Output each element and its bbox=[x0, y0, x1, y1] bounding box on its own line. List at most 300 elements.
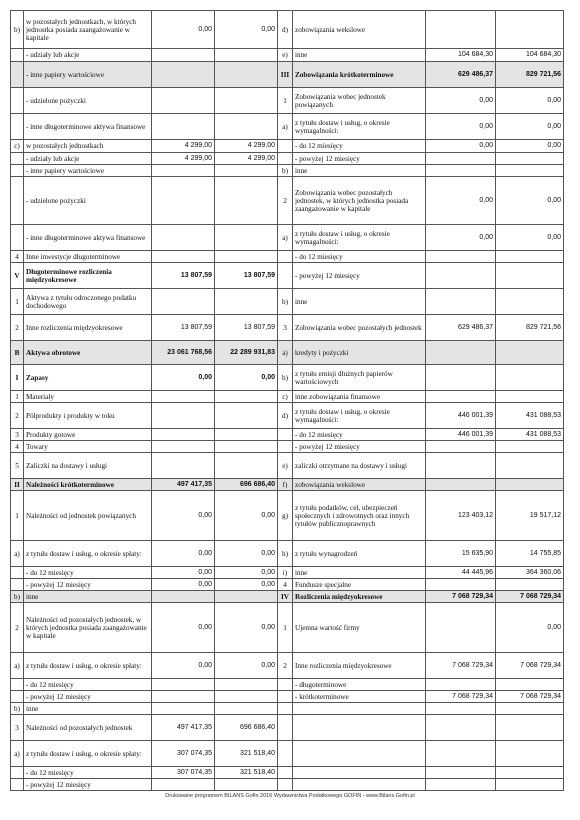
value-right-previous: 364 360,06 bbox=[496, 567, 564, 579]
row-number-right: h) bbox=[278, 541, 293, 567]
row-number-right: 3 bbox=[278, 315, 293, 341]
row-number-left bbox=[11, 779, 24, 791]
row-number-right bbox=[278, 691, 293, 703]
table-row bbox=[11, 579, 564, 591]
row-number-right bbox=[278, 715, 293, 741]
row-number-left bbox=[11, 49, 24, 62]
row-number-right bbox=[278, 741, 293, 767]
table-row bbox=[11, 153, 564, 165]
value-left-current bbox=[152, 703, 215, 715]
row-number-left bbox=[11, 691, 24, 703]
value-left-previous bbox=[215, 225, 278, 251]
table-row bbox=[11, 591, 564, 603]
value-left-current bbox=[152, 441, 215, 453]
value-right-previous: 0,00 bbox=[496, 225, 564, 251]
row-number-left: b) bbox=[11, 591, 24, 603]
value-left-current: 0,00 bbox=[152, 567, 215, 579]
balance-sheet bbox=[10, 10, 563, 791]
value-left-current bbox=[152, 251, 215, 263]
row-label-right: - krótkoterminowe bbox=[293, 691, 426, 703]
value-left-current bbox=[152, 591, 215, 603]
row-label-right: z tytułu emisji dłużnych papierów wartościowych bbox=[293, 365, 426, 391]
row-label-right: - do 12 miesięcy bbox=[293, 251, 426, 263]
row-label-left: Produkty gotowe bbox=[24, 429, 152, 441]
value-left-previous bbox=[215, 591, 278, 603]
row-label-right: z tytułu wynagrodzeń bbox=[293, 541, 426, 567]
row-number-left: a) bbox=[11, 541, 24, 567]
value-left-current: 0,00 bbox=[152, 653, 215, 679]
row-number-left: 3 bbox=[11, 715, 24, 741]
value-left-previous: 0,00 bbox=[215, 567, 278, 579]
value-right-current: 0,00 bbox=[426, 88, 496, 114]
value-left-previous: 0,00 bbox=[215, 365, 278, 391]
table-row bbox=[11, 479, 564, 491]
value-right-previous: 19 517,12 bbox=[496, 491, 564, 541]
value-right-previous: 104 684,30 bbox=[496, 49, 564, 62]
value-left-previous bbox=[215, 114, 278, 140]
row-label-right: zaliczki otrzymane na dostawy i usługi bbox=[293, 453, 426, 479]
row-number-right: d) bbox=[278, 403, 293, 429]
row-label-left: - do 12 miesięcy bbox=[24, 767, 152, 779]
row-number-left bbox=[11, 225, 24, 251]
value-left-current bbox=[152, 429, 215, 441]
row-label-right: Zobowiązania wobec pozostałych jednostek, w których jednostka posiada zaangażowanie w kapitale bbox=[293, 177, 426, 225]
table-row bbox=[11, 62, 564, 88]
value-right-previous: 0,00 bbox=[496, 88, 564, 114]
row-number-right bbox=[278, 263, 293, 289]
row-number-right: b) bbox=[278, 289, 293, 315]
value-right-current: 0,00 bbox=[426, 140, 496, 153]
row-label-left: Inne rozliczenia międzyokresowe bbox=[24, 315, 152, 341]
row-number-left: 4 bbox=[11, 441, 24, 453]
table-row bbox=[11, 691, 564, 703]
row-label-left: - inne papiery wartościowe bbox=[24, 165, 152, 177]
row-label-left: inne bbox=[24, 703, 152, 715]
row-label-right: Zobowiązania wobec pozostałych jednostek bbox=[293, 315, 426, 341]
value-left-current: 307 074,35 bbox=[152, 767, 215, 779]
table-row bbox=[11, 165, 564, 177]
table-row bbox=[11, 11, 564, 49]
value-right-previous bbox=[496, 441, 564, 453]
row-number-right bbox=[278, 429, 293, 441]
table-row bbox=[11, 679, 564, 691]
value-right-previous: 431 088,53 bbox=[496, 429, 564, 441]
value-left-previous: 696 686,40 bbox=[215, 479, 278, 491]
row-label-right: inne bbox=[293, 165, 426, 177]
row-number-right: c) bbox=[278, 391, 293, 403]
value-left-current bbox=[152, 177, 215, 225]
value-left-current: 23 061 768,56 bbox=[152, 341, 215, 365]
table-row bbox=[11, 429, 564, 441]
row-label-left: - udziały lub akcje bbox=[24, 49, 152, 62]
table-row bbox=[11, 453, 564, 479]
value-left-previous: 321 518,40 bbox=[215, 767, 278, 779]
value-left-current bbox=[152, 114, 215, 140]
value-right-current bbox=[426, 365, 496, 391]
table-row bbox=[11, 315, 564, 341]
row-label-right: - długoterminowe bbox=[293, 679, 426, 691]
value-right-current bbox=[426, 289, 496, 315]
row-label-left: Należności od jednostek powiązanych bbox=[24, 491, 152, 541]
value-left-previous: 321 518,40 bbox=[215, 741, 278, 767]
row-number-left bbox=[11, 177, 24, 225]
value-right-current bbox=[426, 263, 496, 289]
value-right-current bbox=[426, 767, 496, 779]
value-right-previous: 7 068 729,34 bbox=[496, 691, 564, 703]
row-number-right bbox=[278, 140, 293, 153]
table-row bbox=[11, 403, 564, 429]
value-left-previous bbox=[215, 429, 278, 441]
row-label-right: zobowiązania wekslowe bbox=[293, 479, 426, 491]
table-row bbox=[11, 441, 564, 453]
value-right-current: 7 068 729,34 bbox=[426, 691, 496, 703]
value-left-previous bbox=[215, 779, 278, 791]
value-left-previous bbox=[215, 679, 278, 691]
value-left-current bbox=[152, 49, 215, 62]
row-number-right: a) bbox=[278, 225, 293, 251]
row-number-right bbox=[278, 703, 293, 715]
value-left-previous: 4 299,00 bbox=[215, 140, 278, 153]
row-number-left bbox=[11, 767, 24, 779]
value-right-current: 0,00 bbox=[426, 225, 496, 251]
row-number-right: IV bbox=[278, 591, 293, 603]
row-label-left: Materiały bbox=[24, 391, 152, 403]
value-left-current bbox=[152, 289, 215, 315]
row-label-left: - powyżej 12 miesięcy bbox=[24, 779, 152, 791]
row-number-right: g) bbox=[278, 491, 293, 541]
value-right-current: 44 445,96 bbox=[426, 567, 496, 579]
value-right-current bbox=[426, 679, 496, 691]
row-number-right bbox=[278, 251, 293, 263]
value-right-previous bbox=[496, 453, 564, 479]
table-row bbox=[11, 603, 564, 653]
row-label-right: inne bbox=[293, 49, 426, 62]
value-left-previous: 696 686,40 bbox=[215, 715, 278, 741]
value-right-previous: 7 068 729,34 bbox=[496, 591, 564, 603]
row-label-right: z tytułu dostaw i usług, o okresie wymagalności: bbox=[293, 114, 426, 140]
value-left-current: 307 074,35 bbox=[152, 741, 215, 767]
value-right-current bbox=[426, 391, 496, 403]
table-row bbox=[11, 715, 564, 741]
value-left-current bbox=[152, 403, 215, 429]
value-right-previous bbox=[496, 479, 564, 491]
row-label-right: inne bbox=[293, 567, 426, 579]
value-right-current: 0,00 bbox=[426, 114, 496, 140]
value-left-previous bbox=[215, 441, 278, 453]
value-left-current bbox=[152, 679, 215, 691]
value-left-current bbox=[152, 165, 215, 177]
value-right-previous: 0,00 bbox=[496, 603, 564, 653]
row-label-left: Należności od pozostałych jednostek bbox=[24, 715, 152, 741]
value-right-current: 446 001,39 bbox=[426, 429, 496, 441]
row-number-right: f) bbox=[278, 479, 293, 491]
row-label-left: z tytułu dostaw i usług, o okresie spłaty: bbox=[24, 653, 152, 679]
value-left-previous bbox=[215, 403, 278, 429]
row-number-left: 2 bbox=[11, 315, 24, 341]
value-right-current: 0,00 bbox=[426, 177, 496, 225]
value-right-previous: 0,00 bbox=[496, 114, 564, 140]
row-number-right: e) bbox=[278, 453, 293, 479]
value-right-current: 629 486,37 bbox=[426, 315, 496, 341]
row-label-left: Aktywa z tytułu odroczonego podatku dochodowego bbox=[24, 289, 152, 315]
row-number-left bbox=[11, 114, 24, 140]
row-label-left: z tytułu dostaw i usług, o okresie spłaty: bbox=[24, 541, 152, 567]
value-left-current: 497 417,35 bbox=[152, 479, 215, 491]
table-row bbox=[11, 741, 564, 767]
value-right-previous: 0,00 bbox=[496, 177, 564, 225]
value-left-previous bbox=[215, 177, 278, 225]
value-right-current bbox=[426, 153, 496, 165]
value-right-previous bbox=[496, 153, 564, 165]
value-left-current: 0,00 bbox=[152, 541, 215, 567]
value-left-previous bbox=[215, 391, 278, 403]
value-right-previous: 829 721,56 bbox=[496, 62, 564, 88]
value-left-previous bbox=[215, 453, 278, 479]
value-right-current bbox=[426, 703, 496, 715]
row-number-left: b) bbox=[11, 703, 24, 715]
value-right-current bbox=[426, 741, 496, 767]
row-label-left: w pozostałych jednostkach, w których jednostka posiada zaangażowanie w kapitale bbox=[24, 11, 152, 49]
row-label-right: zobowiązania wekslowe bbox=[293, 11, 426, 49]
row-label-left: - inne papiery wartościowe bbox=[24, 62, 152, 88]
value-right-current: 15 635,90 bbox=[426, 541, 496, 567]
value-right-current bbox=[426, 165, 496, 177]
row-number-left: a) bbox=[11, 653, 24, 679]
row-label-left: Inne inwestycje długoterminowe bbox=[24, 251, 152, 263]
row-number-left: I bbox=[11, 365, 24, 391]
value-left-previous: 22 289 931,83 bbox=[215, 341, 278, 365]
value-left-previous: 13 807,59 bbox=[215, 263, 278, 289]
value-left-current: 13 807,59 bbox=[152, 315, 215, 341]
row-label-left: Towary bbox=[24, 441, 152, 453]
table-row bbox=[11, 225, 564, 251]
value-left-previous: 0,00 bbox=[215, 11, 278, 49]
row-label-right: - powyżej 12 miesięcy bbox=[293, 153, 426, 165]
row-label-left: - inne długoterminowe aktywa finansowe bbox=[24, 114, 152, 140]
row-number-left: 1 bbox=[11, 391, 24, 403]
row-number-left: 1 bbox=[11, 491, 24, 541]
table-row bbox=[11, 263, 564, 289]
table-row bbox=[11, 653, 564, 679]
row-number-left: 2 bbox=[11, 403, 24, 429]
row-label-left: - udzielone pożyczki bbox=[24, 88, 152, 114]
table-row bbox=[11, 289, 564, 315]
row-number-left: 5 bbox=[11, 453, 24, 479]
row-label-right: z tytułu dostaw i usług, o okresie wymagalności: bbox=[293, 225, 426, 251]
row-label-left: - udzielone pożyczki bbox=[24, 177, 152, 225]
table-row bbox=[11, 140, 564, 153]
row-label-right: - do 12 miesięcy bbox=[293, 429, 426, 441]
row-number-left bbox=[11, 579, 24, 591]
row-number-left bbox=[11, 679, 24, 691]
value-right-previous bbox=[496, 11, 564, 49]
value-left-current: 0,00 bbox=[152, 603, 215, 653]
row-number-right: 1 bbox=[278, 603, 293, 653]
row-label-right: Inne rozliczenia międzyokresowe bbox=[293, 653, 426, 679]
value-left-previous: 0,00 bbox=[215, 579, 278, 591]
value-left-previous: 0,00 bbox=[215, 653, 278, 679]
row-number-right: b) bbox=[278, 165, 293, 177]
value-left-previous: 4 299,00 bbox=[215, 153, 278, 165]
row-number-left bbox=[11, 165, 24, 177]
row-label-right bbox=[293, 779, 426, 791]
row-label-left: z tytułu dostaw i usług, o okresie spłaty: bbox=[24, 741, 152, 767]
row-label-right: Zobowiązania wobec jednostek powiązanych bbox=[293, 88, 426, 114]
row-number-right: 2 bbox=[278, 653, 293, 679]
row-label-right: inne bbox=[293, 289, 426, 315]
row-number-left: 3 bbox=[11, 429, 24, 441]
balance-table bbox=[10, 10, 564, 791]
value-right-previous: 7 068 729,34 bbox=[496, 653, 564, 679]
row-number-right: d) bbox=[278, 11, 293, 49]
value-right-current bbox=[426, 453, 496, 479]
value-right-previous bbox=[496, 779, 564, 791]
value-left-previous bbox=[215, 49, 278, 62]
row-label-right: Fundusze specjalne bbox=[293, 579, 426, 591]
value-left-current: 0,00 bbox=[152, 579, 215, 591]
value-right-current: 104 684,30 bbox=[426, 49, 496, 62]
value-left-current: 4 299,00 bbox=[152, 153, 215, 165]
value-right-current: 446 001,39 bbox=[426, 403, 496, 429]
row-number-left bbox=[11, 567, 24, 579]
row-label-left: - inne długoterminowe aktywa finansowe bbox=[24, 225, 152, 251]
value-left-current bbox=[152, 779, 215, 791]
row-label-left: Długoterminowe rozliczenia międzyokresowe bbox=[24, 263, 152, 289]
row-label-right bbox=[293, 715, 426, 741]
row-label-left: Zapasy bbox=[24, 365, 152, 391]
row-number-left: V bbox=[11, 263, 24, 289]
table-row bbox=[11, 49, 564, 62]
row-label-right: kredyty i pożyczki bbox=[293, 341, 426, 365]
value-right-previous bbox=[496, 579, 564, 591]
row-label-left: inne bbox=[24, 591, 152, 603]
row-number-right: a) bbox=[278, 341, 293, 365]
row-number-left: 4 bbox=[11, 251, 24, 263]
row-label-right: Ujemna wartość firmy bbox=[293, 603, 426, 653]
balance-table-body bbox=[11, 11, 564, 791]
row-number-right: III bbox=[278, 62, 293, 88]
value-right-previous bbox=[496, 289, 564, 315]
row-label-right bbox=[293, 741, 426, 767]
value-left-previous: 0,00 bbox=[215, 491, 278, 541]
row-label-right bbox=[293, 767, 426, 779]
table-row bbox=[11, 567, 564, 579]
table-row bbox=[11, 703, 564, 715]
row-label-right: inne zobowiązania finansowe bbox=[293, 391, 426, 403]
row-number-right bbox=[278, 679, 293, 691]
value-left-previous bbox=[215, 88, 278, 114]
row-number-left: B bbox=[11, 341, 24, 365]
value-right-previous: 14 755,85 bbox=[496, 541, 564, 567]
row-number-left bbox=[11, 153, 24, 165]
row-number-right bbox=[278, 441, 293, 453]
value-left-current bbox=[152, 88, 215, 114]
table-row bbox=[11, 341, 564, 365]
row-label-left: - do 12 miesięcy bbox=[24, 679, 152, 691]
value-left-previous bbox=[215, 703, 278, 715]
value-left-current bbox=[152, 391, 215, 403]
row-label-left: - powyżej 12 miesięcy bbox=[24, 691, 152, 703]
row-label-left: Zaliczki na dostawy i usługi bbox=[24, 453, 152, 479]
row-number-left: 2 bbox=[11, 603, 24, 653]
row-number-left: a) bbox=[11, 741, 24, 767]
table-row bbox=[11, 365, 564, 391]
value-right-current bbox=[426, 603, 496, 653]
value-left-current: 4 299,00 bbox=[152, 140, 215, 153]
row-number-left: 1 bbox=[11, 289, 24, 315]
row-label-right bbox=[293, 703, 426, 715]
value-left-previous bbox=[215, 165, 278, 177]
row-label-left: Półprodukty i produkty w toku bbox=[24, 403, 152, 429]
table-row bbox=[11, 391, 564, 403]
value-right-current: 7 068 729,34 bbox=[426, 653, 496, 679]
value-right-current bbox=[426, 779, 496, 791]
row-number-right: b) bbox=[278, 365, 293, 391]
row-label-right: z tytułu podatków, ceł, ubezpieczeń społecznych i zdrowotnych oraz innych tytułów publicznoprawnych bbox=[293, 491, 426, 541]
table-row bbox=[11, 251, 564, 263]
row-number-right: a) bbox=[278, 114, 293, 140]
row-label-right: - powyżej 12 miesięcy bbox=[293, 263, 426, 289]
value-left-previous: 0,00 bbox=[215, 541, 278, 567]
row-number-left bbox=[11, 62, 24, 88]
value-left-previous bbox=[215, 691, 278, 703]
value-right-previous: 829 721,56 bbox=[496, 315, 564, 341]
value-right-current bbox=[426, 11, 496, 49]
value-right-previous bbox=[496, 741, 564, 767]
value-left-current: 13 807,59 bbox=[152, 263, 215, 289]
value-left-current bbox=[152, 453, 215, 479]
row-number-right bbox=[278, 779, 293, 791]
value-right-current bbox=[426, 715, 496, 741]
value-right-previous bbox=[496, 341, 564, 365]
value-right-previous: 0,00 bbox=[496, 140, 564, 153]
value-right-previous bbox=[496, 767, 564, 779]
value-left-current: 0,00 bbox=[152, 365, 215, 391]
row-label-right: - do 12 miesięcy bbox=[293, 140, 426, 153]
value-right-current bbox=[426, 479, 496, 491]
row-label-left: w pozostałych jednostkach bbox=[24, 140, 152, 153]
row-label-right: Rozliczenia międzyokresowe bbox=[293, 591, 426, 603]
row-label-right: - powyżej 12 miesięcy bbox=[293, 441, 426, 453]
row-label-right: z tytułu dostaw i usług, o okresie wymagalności: bbox=[293, 403, 426, 429]
value-right-previous bbox=[496, 365, 564, 391]
value-left-previous bbox=[215, 251, 278, 263]
value-right-previous bbox=[496, 703, 564, 715]
value-left-previous bbox=[215, 289, 278, 315]
row-label-left: Należności od pozostałych jednostek, w których jednostka posiada zaangażowanie w kapitale bbox=[24, 603, 152, 653]
value-left-current: 0,00 bbox=[152, 491, 215, 541]
value-right-previous bbox=[496, 251, 564, 263]
row-number-right: 4 bbox=[278, 579, 293, 591]
row-number-left: II bbox=[11, 479, 24, 491]
value-right-previous bbox=[496, 165, 564, 177]
value-right-previous: 431 088,53 bbox=[496, 403, 564, 429]
value-right-current bbox=[426, 579, 496, 591]
value-left-current bbox=[152, 225, 215, 251]
value-right-current bbox=[426, 341, 496, 365]
row-number-right: e) bbox=[278, 49, 293, 62]
table-row bbox=[11, 114, 564, 140]
table-row bbox=[11, 767, 564, 779]
value-right-current: 7 068 729,34 bbox=[426, 591, 496, 603]
table-row bbox=[11, 779, 564, 791]
value-left-previous: 13 807,59 bbox=[215, 315, 278, 341]
value-right-current bbox=[426, 441, 496, 453]
row-number-right bbox=[278, 153, 293, 165]
value-right-current bbox=[426, 251, 496, 263]
row-label-left: - do 12 miesięcy bbox=[24, 567, 152, 579]
value-right-previous bbox=[496, 391, 564, 403]
